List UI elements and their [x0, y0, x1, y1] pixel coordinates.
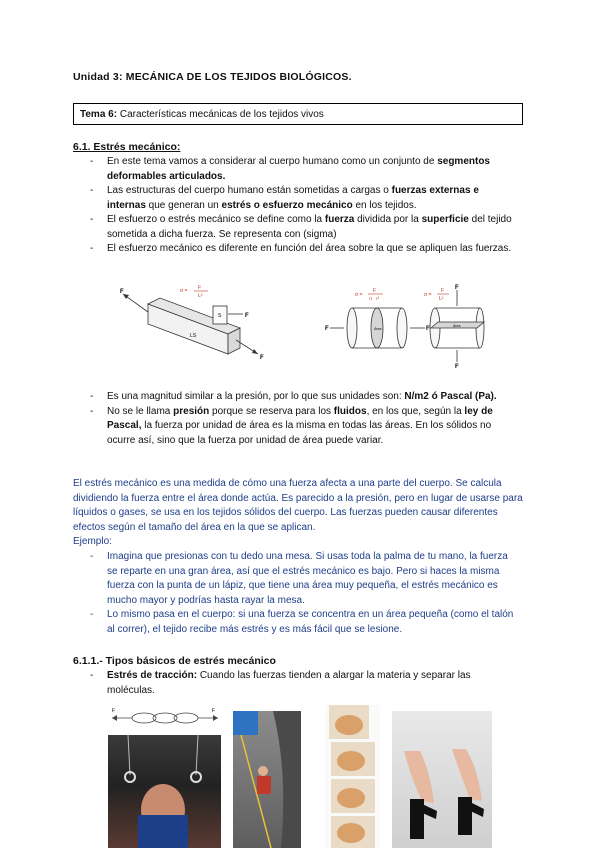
- formula-numerator: F: [441, 288, 445, 294]
- list-item: - El esfuerzo o estrés mecánico se define como la fuerza dividida por la superficie del tejido sometida a dicha fuerza. Se representa con (sigma): [90, 213, 520, 242]
- types-bullets: [90, 669, 520, 698]
- formula-denominator: L²: [439, 296, 444, 302]
- explanation-paragraph: El estrés mecánico es una medida de cómo una fuerza afecta a una parte del cuerpo. Se calcula dividiendo la fuerza entre el área donde actúa. Es parecido a la presión, pero en lugar de usarse para líquidos o gases, se usa en los tejidos sólidos del cuerpo. Las fuerzas pueden causar diferentes efectos según el tamaño del área en la que se aplican.: [73, 478, 523, 533]
- stress-units-bullets: [90, 390, 520, 448]
- force-label: F: [325, 326, 329, 332]
- example-bullets: [90, 550, 520, 637]
- force-label: F: [426, 326, 430, 332]
- force-arrowhead-right: [252, 349, 258, 354]
- formula-denominator: π · r²: [369, 296, 380, 301]
- gymnast-rings-photo: [108, 735, 221, 848]
- formula-denominator: L²: [198, 293, 203, 299]
- area-label-s: S: [218, 313, 222, 319]
- list-item: - No se le llama presión porque se reserva para los fluidos, en los que, según la ley de Pascal, la fuerza por unidad de área es la misma en todas las áreas. En los sólidos no ocurre así, sino que la fuerza por unidad de área puede variar.: [90, 405, 520, 449]
- formula-sigma: σ =: [180, 288, 188, 294]
- area-label: Área: [453, 324, 461, 328]
- list-item: - Lo mismo pasa en el cuerpo: si una fuerza se concentra en un área pequeña (como el talón al correr), el tejido recibe más estrés y es más fácil que se lesione.: [90, 608, 520, 637]
- force-label: F: [212, 708, 216, 714]
- list-item: - En este tema vamos a considerar al cuerpo humano como un conjunto de segmentos deformables articulados.: [90, 155, 520, 184]
- list-item: - Es una magnitud similar a la presión, por lo que sus unidades son: N/m2 ó Pascal (Pa).: [90, 390, 520, 405]
- example-label: Ejemplo:: [73, 536, 112, 547]
- force-arrowhead-left: [123, 294, 129, 299]
- list-item: - El esfuerzo mecánico es diferente en función del área sobre la que se apliquen las fuerzas.: [90, 242, 520, 257]
- force-label: F: [245, 313, 249, 319]
- unit-title: Unidad 3: MECÁNICA DE LOS TEJIDOS BIOLÓGICOS.: [73, 71, 352, 83]
- formula-numerator: F: [198, 285, 202, 291]
- force-label: F: [455, 364, 459, 370]
- climber-photo: [233, 711, 301, 848]
- beam-stress-diagram: [118, 282, 278, 364]
- foot-sequence-photos: [325, 705, 380, 848]
- formula-sigma: σ =: [355, 292, 363, 298]
- formula-numerator: F: [373, 288, 377, 294]
- section-heading-stress: 6.1. Estrés mecánico:: [73, 141, 181, 153]
- high-heels-photo: [392, 711, 492, 848]
- force-label: F: [455, 285, 459, 291]
- cylinder-stress-diagram: [325, 284, 485, 370]
- stress-bullets: [90, 155, 520, 257]
- force-label: F: [120, 289, 124, 295]
- tension-chain-diagram: [110, 704, 220, 732]
- list-item: - Las estructuras del cuerpo humano están sometidas a cargas o fuerzas externas e internas que generan un estrés o esfuerzo mecánico en los tejidos.: [90, 184, 520, 213]
- force-label: F: [112, 708, 116, 714]
- list-item: - Estrés de tracción: Cuando las fuerzas tienden a alargar la materia y separar las moléculas.: [90, 669, 520, 698]
- area-label: Área: [374, 327, 382, 331]
- list-item: - Imagina que presionas con tu dedo una mesa. Si usas toda la palma de tu mano, la fuerza se reparte en una gran área, así que el estrés mecánico es bajo. Pero si haces la misma fuerza con la punta de un lápiz, que tiene una área muy pequeña, el estrés mecánico es mucho mayor y podrías hasta rayar la mesa.: [90, 550, 520, 608]
- topic-box: [73, 103, 523, 125]
- area-label-ls: LS: [190, 333, 197, 339]
- topic-label: Tema 6:: [80, 109, 118, 120]
- section-heading-types: 6.1.1.- Tipos básicos de estrés mecánico: [73, 655, 276, 667]
- force-label: F: [260, 355, 264, 361]
- formula-sigma: σ =: [424, 292, 432, 298]
- topic-text: Características mecánicas de los tejidos vivos: [117, 109, 324, 120]
